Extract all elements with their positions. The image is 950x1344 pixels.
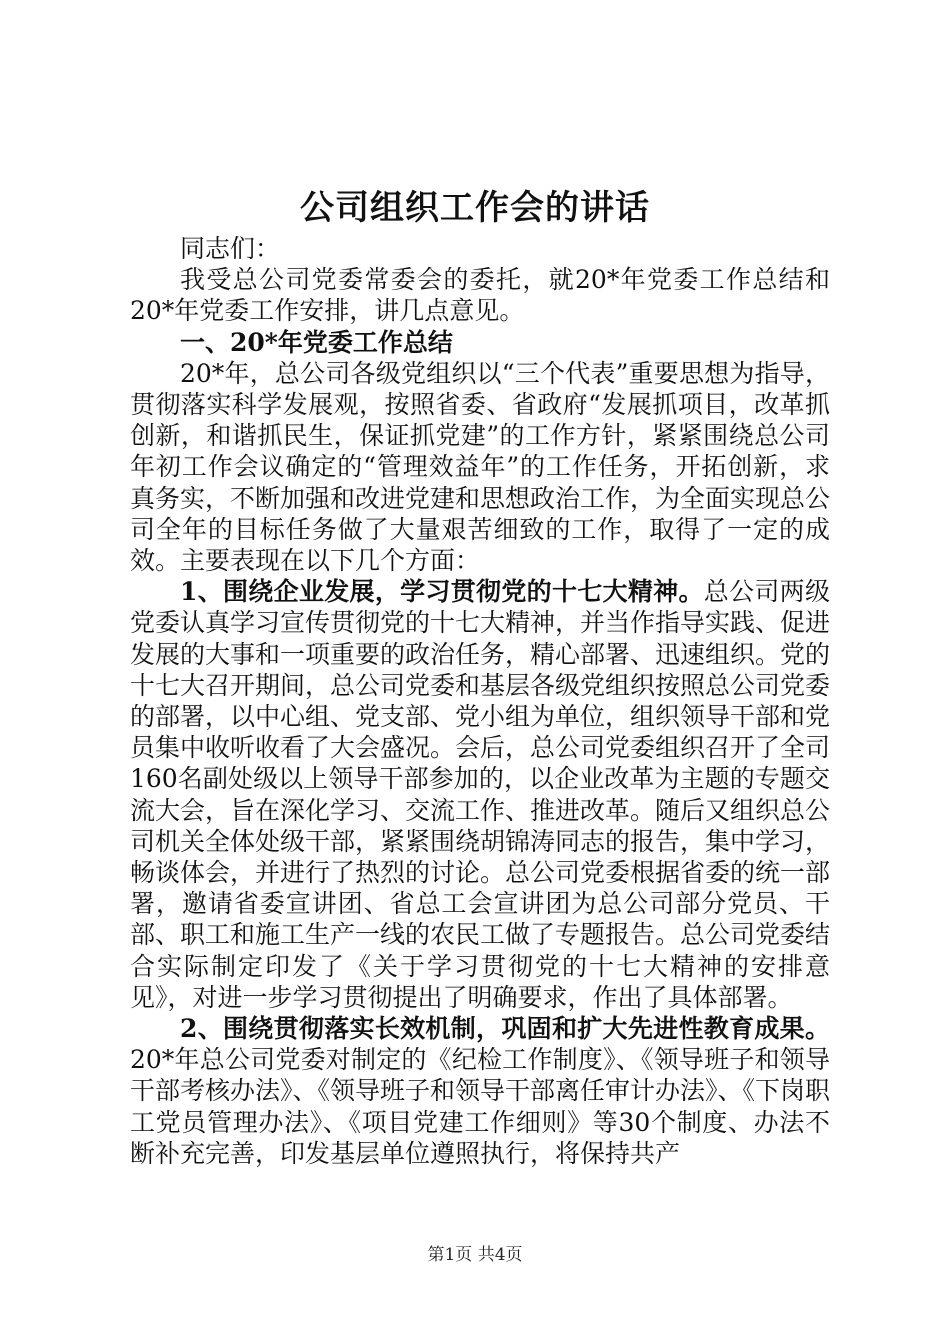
salutation: 同志们： [180,234,281,263]
summary-paragraph: 20*年，总公司各级党组织以“三个代表”重要思想为指导，贯彻落实科学发展观，按照省委、省政府“发展抓项目，改革抓创新，和谐抓民生，保证抓党建”的工作方针，紧紧围绕总公司年初工作会议确定的“管理效益年”的工作任务，开拓创新，求真务实，不断加强和改进党建和思想政治工作，为全面实现总公司全年的目标任务做了大量艰苦细致的工作，取得了一定的成效。主要表现在以下几个方面： [130,358,831,576]
item-1-text: 总公司两级党委认真学习宣传贯彻党的十七大精神，并当作指导实践、促进发展的大事和一项重要的政治任务，精心部署、迅速组织。党的十七大召开期间，总公司党委和基层各级党组织按照总公司党委的部署，以中心组、党支部、党小组为单位，组织领导干部和党员集中收听收看了大会盛况。会后，总公司党委组织召开了全司160名副处级以上领导干部参加的，以企业改革为主题的专题交流大会，旨在深化学习、交流工作、推进改革。随后又组织总公司机关全体处级干部，紧紧围绕胡锦涛同志的报告，集中学习，畅谈体会，并进行了热烈的讨论。总公司党委根据省委的统一部署，邀请省委宣讲团、省总工会宣讲团为总公司部分党员、干部、职工和施工生产一线的农民工做了专题报告。总公司党委结合实际制定印发了《关于学习贯彻党的十七大精神的安排意见》，对进一步学习贯彻提出了明确要求，作出了具体部署。 [130,577,831,1012]
item-1-paragraph [130,576,830,1013]
document-title: 公司组织工作会的讲话 [300,188,650,228]
document-body [130,233,830,1169]
item-1-lead: 1、围绕企业发展，学习贯彻党的十七大精神。 [180,577,704,607]
intro-paragraph: 我受总公司党委常委会的委托，就20*年党委工作总结和20*年党委工作安排，讲几点意见。 [130,265,830,326]
page-number: 第1页 共4页 [427,1245,523,1265]
item-2-lead: 2、围绕贯彻落实长效机制，巩固和扩大先进性教育成果。 [180,1014,830,1044]
section-heading: 一、20*年党委工作总结 [180,327,453,357]
item-2-text: 20*年总公司党委对制定的《纪检工作制度》、《领导班子和领导干部考核办法》、《领导班子和领导干部离任审计办法》、《下岗职工党员管理办法》、《项目党建工作细则》等30个制度、办法不断补充完善，印发基层单位遵照执行，将保持共产 [130,1045,831,1168]
item-2-paragraph [130,1013,830,1169]
